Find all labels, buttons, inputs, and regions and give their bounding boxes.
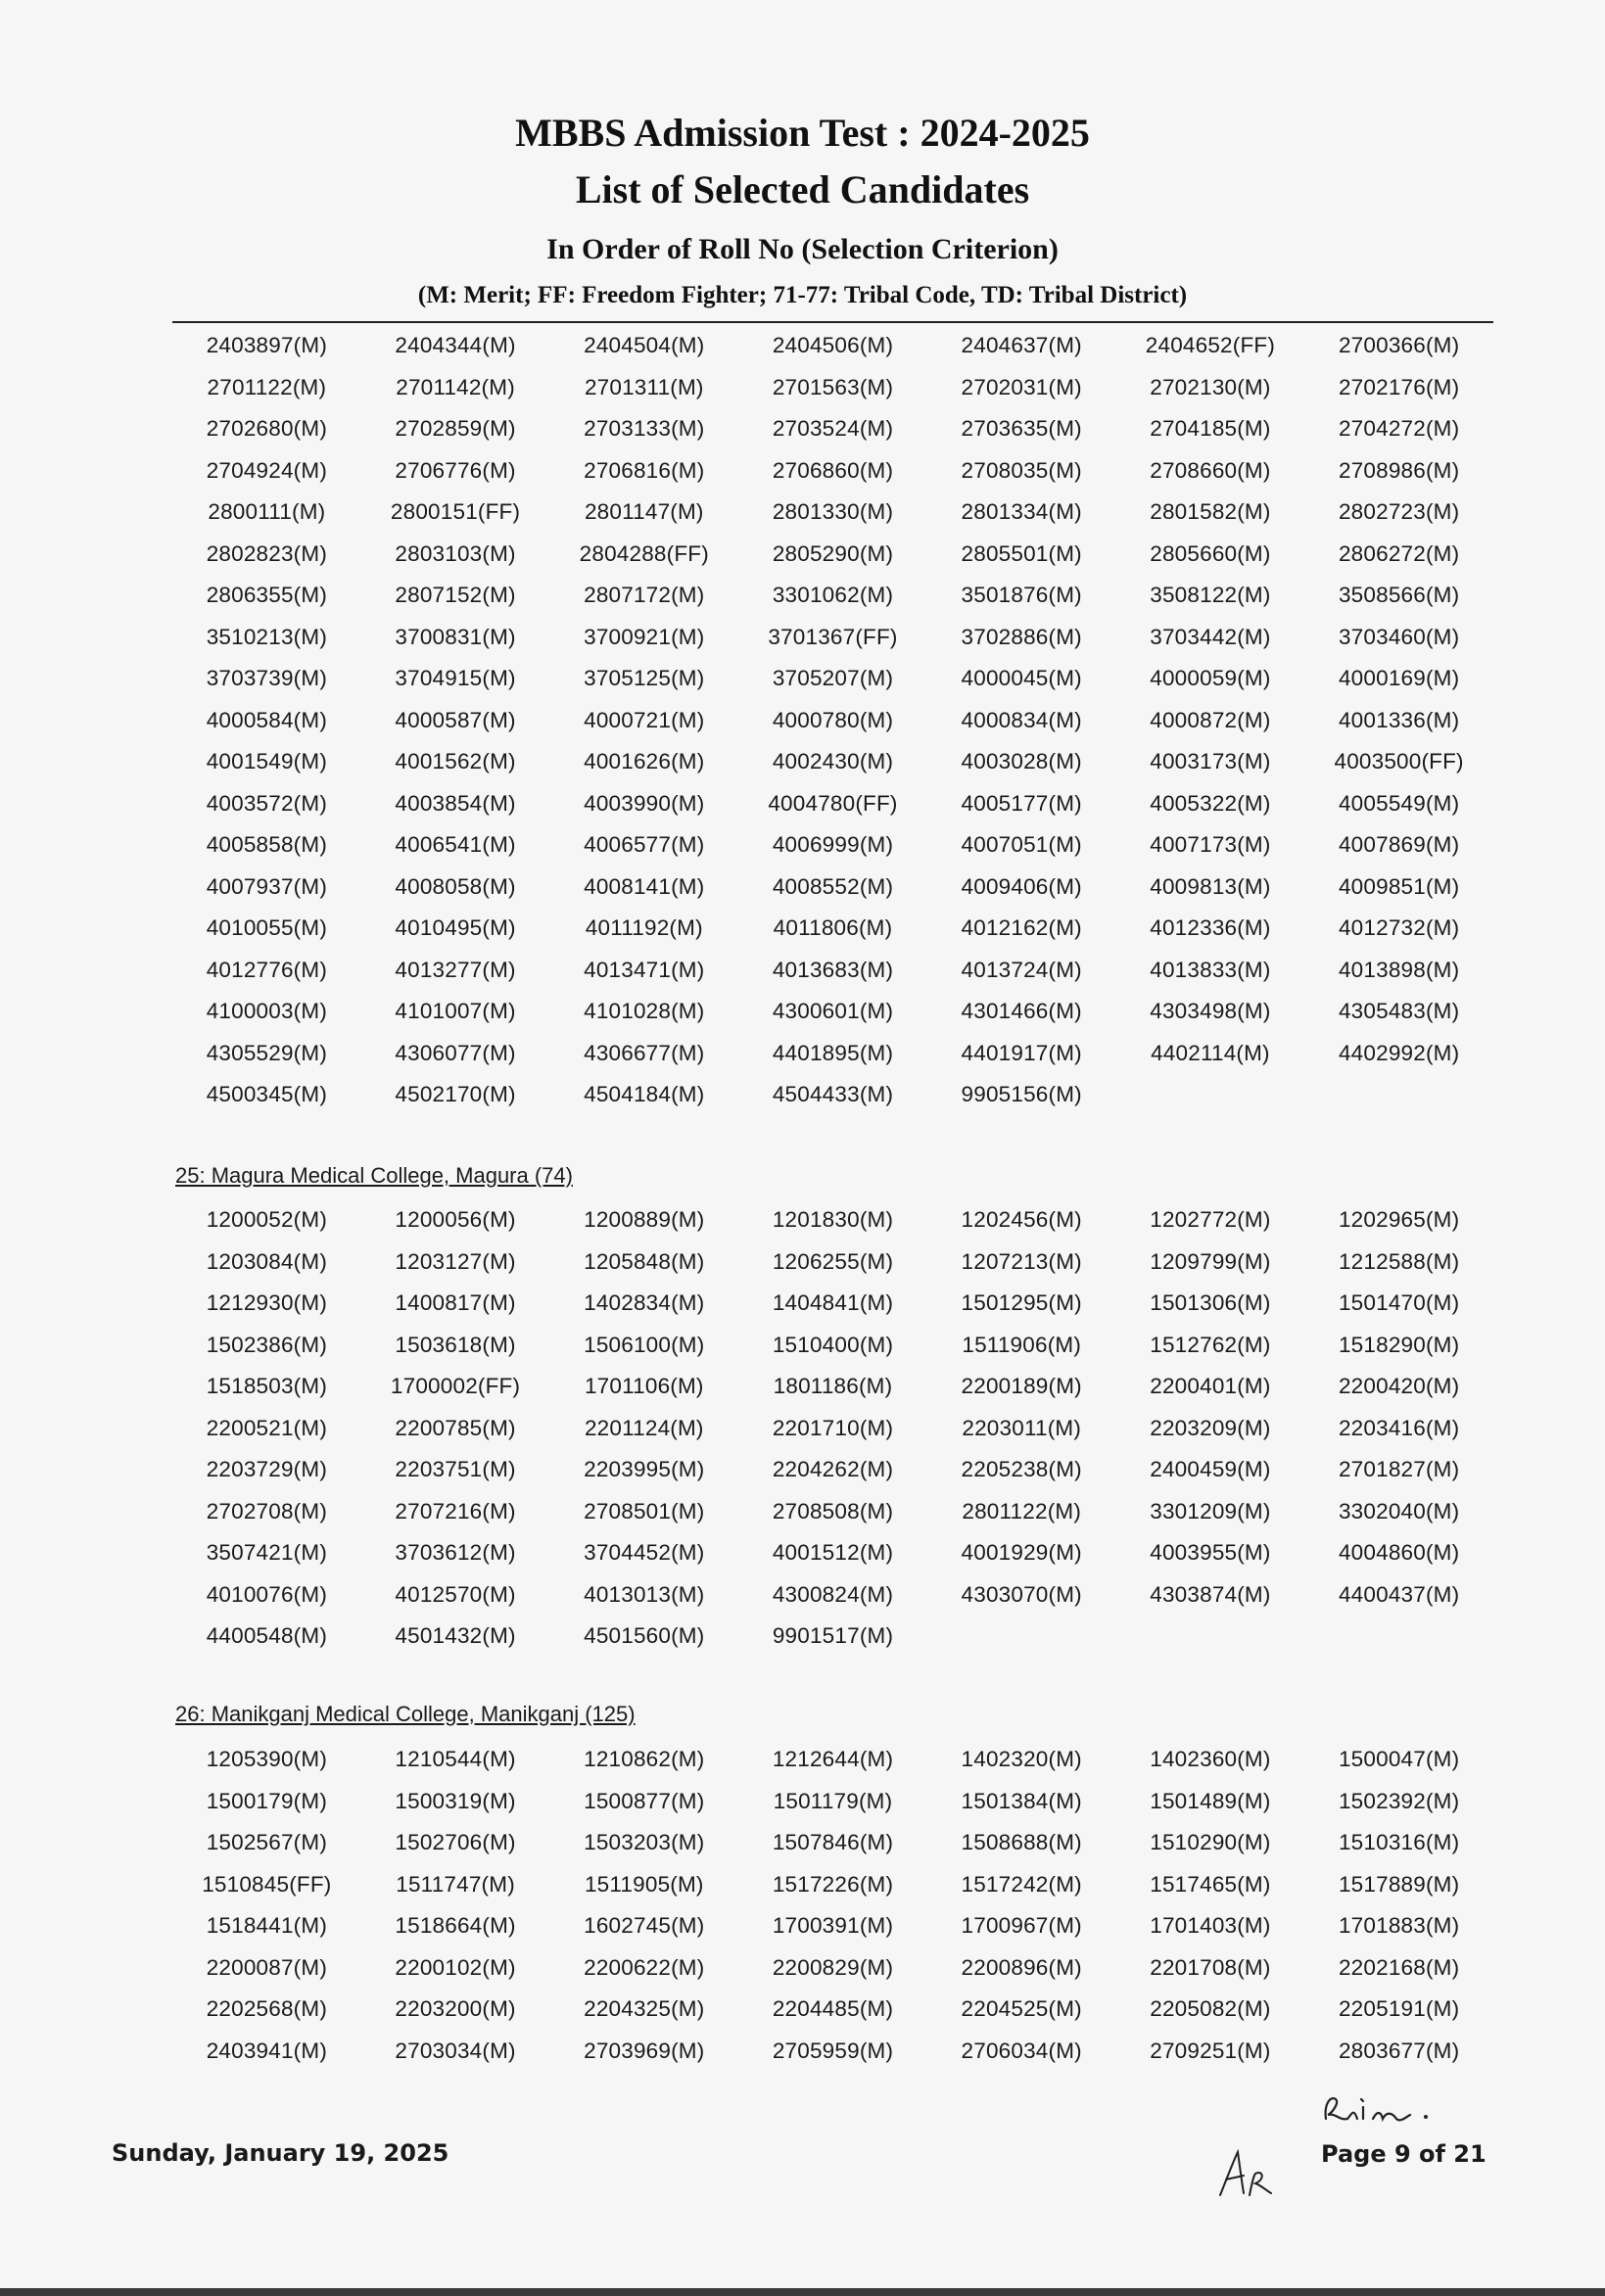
roll-number: 4007937(M) <box>206 873 328 899</box>
roll-number: 4007173(M) <box>1150 832 1271 857</box>
roll-number: 1700002(FF) <box>390 1374 521 1398</box>
roll-number: 1210862(M) <box>584 1747 705 1771</box>
roll-number: 4008141(M) <box>584 873 705 899</box>
page-number: Page 9 of 21 <box>1321 2140 1487 2168</box>
roll-number: 4001512(M) <box>772 1540 894 1565</box>
roll-number: 1508688(M) <box>961 1830 1082 1854</box>
roll-number: 3703442(M) <box>1150 624 1271 649</box>
roll-number: 4003173(M) <box>1150 749 1271 773</box>
roll-number: 4001336(M) <box>1338 707 1460 732</box>
roll-number: 4401917(M) <box>961 1040 1082 1065</box>
roll-number: 2701563(M) <box>772 374 894 399</box>
roll-number: 2202168(M) <box>1338 1954 1460 1980</box>
roll-number: 4003955(M) <box>1150 1540 1271 1565</box>
roll-number: 2204262(M) <box>772 1457 894 1481</box>
roll-number: 3701367(FF) <box>768 624 898 649</box>
roll-number: 2201710(M) <box>772 1415 894 1440</box>
roll-number: 2805290(M) <box>772 540 894 566</box>
roll-number: 4303498(M) <box>1150 999 1271 1023</box>
roll-number: 4303874(M) <box>1150 1581 1271 1607</box>
roll-number: 2806355(M) <box>206 583 328 607</box>
roll-grid-manikganj <box>172 1739 1493 2072</box>
roll-number: 1700967(M) <box>961 1913 1082 1938</box>
roll-number: 1501470(M) <box>1338 1290 1460 1315</box>
roll-number: 4011806(M) <box>773 915 893 940</box>
roll-number: 2200102(M) <box>395 1954 516 1980</box>
roll-number: 3508122(M) <box>1150 583 1271 607</box>
roll-number: 2802823(M) <box>206 540 328 566</box>
roll-number: 2203995(M) <box>584 1457 705 1481</box>
roll-number: 2404652(FF) <box>1145 333 1276 357</box>
scan-edge <box>0 2288 1605 2296</box>
footer-date: Sunday, January 19, 2025 <box>112 2139 449 2167</box>
roll-number: 1518503(M) <box>206 1374 328 1398</box>
roll-number: 2203751(M) <box>395 1457 516 1481</box>
roll-number: 3302040(M) <box>1338 1498 1460 1523</box>
signature-initials <box>1318 2085 1494 2134</box>
roll-number: 2404637(M) <box>961 333 1082 357</box>
roll-number: 2704272(M) <box>1338 416 1460 441</box>
roll-number: 3704915(M) <box>395 666 516 690</box>
roll-number: 2703133(M) <box>584 416 705 441</box>
roll-number: 4504433(M) <box>772 1082 894 1106</box>
roll-number: 4303070(M) <box>961 1581 1082 1607</box>
roll-number: 1501384(M) <box>961 1788 1082 1813</box>
section-title-manikganj: 26: Manikganj Medical College, Manikganj (125) <box>175 1702 636 1726</box>
roll-number: 2709251(M) <box>1150 2038 1271 2063</box>
roll-number: 4401895(M) <box>772 1040 894 1065</box>
roll-number: 2200622(M) <box>584 1954 705 1980</box>
roll-number: 4008058(M) <box>395 873 516 899</box>
roll-number: 4003854(M) <box>395 790 516 816</box>
roll-number: 4306677(M) <box>584 1040 705 1065</box>
roll-number: 4300824(M) <box>772 1581 894 1607</box>
roll-number: 2800111(M) <box>208 499 326 524</box>
roll-number: 4005858(M) <box>206 832 328 857</box>
roll-number: 1200056(M) <box>395 1207 516 1232</box>
roll-number: 4504184(M) <box>584 1082 705 1106</box>
roll-number: 4000584(M) <box>206 707 328 732</box>
roll-number: 1501489(M) <box>1150 1788 1271 1813</box>
roll-number: 2403897(M) <box>206 333 328 357</box>
roll-number: 2806272(M) <box>1338 540 1460 566</box>
roll-number: 1503618(M) <box>395 1332 516 1357</box>
roll-number: 3501876(M) <box>961 583 1082 607</box>
roll-number: 4400437(M) <box>1338 1581 1460 1607</box>
roll-number: 2205191(M) <box>1338 1996 1460 2021</box>
roll-number: 2704924(M) <box>206 457 328 483</box>
roll-number: 1203084(M) <box>206 1248 328 1274</box>
roll-number: 1404841(M) <box>772 1290 894 1315</box>
roll-number: 1207213(M) <box>961 1248 1082 1274</box>
roll-number: 2804288(FF) <box>579 540 709 566</box>
roll-number: 1502386(M) <box>206 1332 328 1357</box>
order-criterion: In Order of Roll No (Selection Criterion) <box>546 233 1059 265</box>
roll-number: 4004860(M) <box>1338 1540 1460 1565</box>
roll-number: 4001626(M) <box>584 749 705 773</box>
roll-number: 2201124(M) <box>584 1415 704 1440</box>
code-legend: (M: Merit; FF: Freedom Fighter; 71-77: Tribal Code, TD: Tribal District) <box>417 282 1188 308</box>
roll-number: 2801122(M) <box>962 1498 1082 1523</box>
roll-number: 2201708(M) <box>1150 1954 1271 1980</box>
roll-number: 1202965(M) <box>1338 1207 1460 1232</box>
roll-number: 2703635(M) <box>961 416 1082 441</box>
roll-number: 4012336(M) <box>1150 915 1271 940</box>
roll-number: 3508566(M) <box>1338 583 1460 607</box>
roll-number: 4001562(M) <box>395 749 516 773</box>
roll-number: 2800151(FF) <box>390 499 521 524</box>
roll-number: 1510400(M) <box>772 1332 894 1357</box>
roll-number: 4013013(M) <box>584 1581 705 1607</box>
roll-number: 4012570(M) <box>395 1581 516 1607</box>
roll-number: 1511905(M) <box>584 1871 704 1897</box>
roll-number: 2200189(M) <box>961 1374 1082 1398</box>
roll-number: 2200401(M) <box>1150 1374 1271 1398</box>
roll-number: 2200829(M) <box>772 1954 894 1980</box>
roll-number: 3705207(M) <box>772 666 894 690</box>
roll-number: 3510213(M) <box>206 624 328 649</box>
roll-number: 2702708(M) <box>206 1498 328 1523</box>
roll-number: 2807172(M) <box>584 583 705 607</box>
roll-number: 1701403(M) <box>1150 1913 1271 1938</box>
roll-number: 1518290(M) <box>1338 1332 1460 1357</box>
roll-number: 4006999(M) <box>772 832 894 857</box>
roll-number: 2702130(M) <box>1150 374 1271 399</box>
roll-number: 1510316(M) <box>1338 1830 1460 1854</box>
roll-number: 2204525(M) <box>961 1996 1082 2021</box>
roll-number: 1210544(M) <box>395 1747 516 1771</box>
roll-number: 1517889(M) <box>1338 1871 1460 1897</box>
roll-number: 4005549(M) <box>1338 790 1460 816</box>
roll-number: 4011192(M) <box>585 915 703 940</box>
roll-number: 2706034(M) <box>961 2038 1082 2063</box>
roll-number: 1510290(M) <box>1150 1830 1271 1854</box>
roll-number: 2801582(M) <box>1150 499 1271 524</box>
roll-number: 4402992(M) <box>1338 1040 1460 1065</box>
roll-number: 4007869(M) <box>1338 832 1460 857</box>
roll-number: 2701142(M) <box>396 374 515 399</box>
roll-number: 4001929(M) <box>961 1540 1082 1565</box>
roll-number: 4010495(M) <box>395 915 516 940</box>
signature-ar <box>1214 2146 1283 2203</box>
roll-number: 1209799(M) <box>1150 1248 1271 1274</box>
roll-number: 2708508(M) <box>772 1498 894 1523</box>
roll-number: 2703034(M) <box>395 2038 516 2063</box>
roll-number: 2203209(M) <box>1150 1415 1271 1440</box>
roll-number: 9905156(M) <box>961 1082 1082 1106</box>
roll-number: 4501432(M) <box>395 1623 516 1648</box>
roll-number: 1502706(M) <box>395 1830 516 1854</box>
roll-number: 4006541(M) <box>395 832 516 857</box>
roll-number: 4007051(M) <box>961 832 1082 857</box>
roll-number: 2702859(M) <box>395 416 516 441</box>
roll-number: 1500047(M) <box>1338 1747 1460 1771</box>
roll-number: 1701106(M) <box>584 1374 704 1398</box>
roll-number: 4000045(M) <box>961 666 1082 690</box>
roll-number: 4010055(M) <box>206 915 328 940</box>
roll-number: 4000059(M) <box>1150 666 1271 690</box>
roll-number: 4013898(M) <box>1338 957 1460 982</box>
roll-number: 1203127(M) <box>395 1248 516 1274</box>
roll-number: 1205390(M) <box>206 1747 328 1771</box>
roll-number: 2700366(M) <box>1338 333 1460 357</box>
roll-number: 1212930(M) <box>206 1290 328 1315</box>
roll-number: 3702886(M) <box>961 624 1082 649</box>
roll-number: 2801330(M) <box>772 499 894 524</box>
roll-number: 3705125(M) <box>584 666 705 690</box>
roll-number: 2702031(M) <box>961 374 1082 399</box>
roll-number: 1517226(M) <box>772 1871 894 1897</box>
roll-number: 1402834(M) <box>584 1290 705 1315</box>
roll-number: 4013724(M) <box>961 957 1082 982</box>
roll-number: 2203011(M) <box>962 1415 1082 1440</box>
roll-number: 1518441(M) <box>206 1913 328 1938</box>
roll-number: 2205082(M) <box>1150 1996 1271 2021</box>
roll-number: 4000169(M) <box>1338 666 1460 690</box>
roll-number: 1212644(M) <box>772 1747 894 1771</box>
roll-number: 1518664(M) <box>395 1913 516 1938</box>
roll-number: 4013277(M) <box>395 957 516 982</box>
roll-number: 3700921(M) <box>584 624 705 649</box>
roll-number: 2204485(M) <box>772 1996 894 2021</box>
roll-number: 2807152(M) <box>395 583 516 607</box>
roll-number: 2705959(M) <box>772 2038 894 2063</box>
roll-number: 2701827(M) <box>1338 1457 1460 1481</box>
roll-number: 3507421(M) <box>206 1540 328 1565</box>
roll-number: 2200420(M) <box>1338 1374 1460 1398</box>
roll-number: 2708986(M) <box>1338 457 1460 483</box>
roll-number: 4008552(M) <box>772 873 894 899</box>
roll-number: 1517242(M) <box>961 1871 1082 1897</box>
roll-number: 2707216(M) <box>395 1498 516 1523</box>
roll-number: 4305529(M) <box>206 1040 328 1065</box>
roll-number: 2400459(M) <box>1150 1457 1271 1481</box>
roll-number: 2204325(M) <box>584 1996 705 2021</box>
roll-number: 1700391(M) <box>772 1913 894 1938</box>
roll-number: 2706860(M) <box>772 457 894 483</box>
roll-number: 1511906(M) <box>962 1332 1082 1357</box>
roll-number: 1201830(M) <box>772 1207 894 1232</box>
section-title-magura: 25: Magura Medical College, Magura (74) <box>175 1163 573 1188</box>
roll-number: 2803677(M) <box>1338 2038 1460 2063</box>
roll-number: 2801334(M) <box>961 499 1082 524</box>
roll-number: 1202772(M) <box>1150 1207 1271 1232</box>
roll-number: 3703460(M) <box>1338 624 1460 649</box>
roll-number: 4500345(M) <box>206 1082 328 1106</box>
roll-number: 2801147(M) <box>584 499 704 524</box>
roll-number: 4010076(M) <box>206 1581 328 1607</box>
roll-number: 2403941(M) <box>206 2038 328 2063</box>
roll-number: 3700831(M) <box>395 624 516 649</box>
roll-number: 2805501(M) <box>961 540 1082 566</box>
roll-number: 1200052(M) <box>206 1207 328 1232</box>
roll-number: 2708660(M) <box>1150 457 1271 483</box>
roll-number: 3703612(M) <box>395 1540 516 1565</box>
roll-number: 2706776(M) <box>395 457 516 483</box>
roll-number: 2200087(M) <box>206 1954 328 1980</box>
roll-number: 2703524(M) <box>772 416 894 441</box>
roll-number: 1205848(M) <box>584 1248 705 1274</box>
roll-number: 1402360(M) <box>1150 1747 1271 1771</box>
roll-number: 4012776(M) <box>206 957 328 982</box>
roll-number: 2805660(M) <box>1150 540 1271 566</box>
roll-number: 4005177(M) <box>961 790 1082 816</box>
roll-number: 2202568(M) <box>206 1996 328 2021</box>
roll-grid-magura <box>172 1199 1493 1658</box>
roll-number: 2701122(M) <box>207 374 327 399</box>
roll-number: 1602745(M) <box>584 1913 705 1938</box>
roll-number: 4501560(M) <box>584 1623 705 1648</box>
header-rule <box>172 321 1493 323</box>
roll-number: 3301209(M) <box>1150 1498 1271 1523</box>
roll-number: 4012162(M) <box>961 915 1082 940</box>
roll-number: 2706816(M) <box>584 457 705 483</box>
roll-number: 4300601(M) <box>772 999 894 1023</box>
document-subtitle: List of Selected Candidates <box>575 167 1030 211</box>
roll-number: 4400548(M) <box>206 1623 328 1648</box>
roll-number: 1701883(M) <box>1338 1913 1460 1938</box>
roll-number: 1503203(M) <box>584 1830 705 1854</box>
roll-number: 2203729(M) <box>206 1457 328 1481</box>
roll-number: 1801186(M) <box>773 1374 893 1398</box>
roll-number: 2203416(M) <box>1338 1415 1460 1440</box>
roll-number: 2708035(M) <box>961 457 1082 483</box>
roll-number: 4301466(M) <box>961 999 1082 1023</box>
roll-number: 4012732(M) <box>1338 915 1460 940</box>
roll-number: 3704452(M) <box>584 1540 705 1565</box>
roll-number: 2803103(M) <box>395 540 516 566</box>
roll-number: 2404504(M) <box>584 333 705 357</box>
roll-number: 2704185(M) <box>1150 416 1271 441</box>
roll-number: 2703969(M) <box>584 2038 705 2063</box>
roll-number: 2701311(M) <box>584 374 704 399</box>
roll-number: 1502567(M) <box>206 1830 328 1854</box>
roll-number: 4000587(M) <box>395 707 516 732</box>
roll-number: 2200785(M) <box>395 1415 516 1440</box>
roll-number: 4006577(M) <box>584 832 705 857</box>
roll-number: 2708501(M) <box>584 1498 705 1523</box>
roll-number: 4013683(M) <box>772 957 894 982</box>
roll-number: 1501295(M) <box>961 1290 1082 1315</box>
roll-number: 1501306(M) <box>1150 1290 1271 1315</box>
roll-grid-continued <box>172 325 1493 1116</box>
roll-number: 3301062(M) <box>772 583 894 607</box>
roll-number: 4003990(M) <box>584 790 705 816</box>
roll-number: 4003028(M) <box>961 749 1082 773</box>
roll-number: 2802723(M) <box>1338 499 1460 524</box>
roll-number: 4402114(M) <box>1151 1040 1270 1065</box>
roll-number: 1512762(M) <box>1150 1332 1271 1357</box>
roll-number: 2203200(M) <box>395 1996 516 2021</box>
roll-number: 4000721(M) <box>584 707 705 732</box>
roll-number: 4013833(M) <box>1150 957 1271 982</box>
roll-number: 1402320(M) <box>961 1747 1082 1771</box>
roll-number: 2200896(M) <box>961 1954 1082 1980</box>
roll-number: 4101007(M) <box>395 999 516 1023</box>
roll-number: 3703739(M) <box>206 666 328 690</box>
roll-number: 4009813(M) <box>1150 873 1271 899</box>
roll-number: 4305483(M) <box>1338 999 1460 1023</box>
roll-number: 4009406(M) <box>961 873 1082 899</box>
roll-number: 2205238(M) <box>961 1457 1082 1481</box>
roll-number: 2404344(M) <box>395 333 516 357</box>
roll-number: 1501179(M) <box>773 1788 893 1813</box>
roll-number: 1507846(M) <box>772 1830 894 1854</box>
roll-number: 4002430(M) <box>772 749 894 773</box>
roll-number: 2702680(M) <box>206 416 328 441</box>
roll-number: 1506100(M) <box>584 1332 705 1357</box>
roll-number: 1206255(M) <box>772 1248 894 1274</box>
roll-number: 4003500(FF) <box>1334 749 1464 773</box>
roll-number: 1517465(M) <box>1150 1871 1271 1897</box>
roll-number: 9901517(M) <box>772 1623 894 1648</box>
roll-number: 4003572(M) <box>206 790 328 816</box>
roll-number: 1200889(M) <box>584 1207 705 1232</box>
document-title: MBBS Admission Test : 2024-2025 <box>515 111 1090 155</box>
roll-number: 4000834(M) <box>961 707 1082 732</box>
roll-number: 4009851(M) <box>1338 873 1460 899</box>
roll-number: 1510845(FF) <box>202 1871 332 1897</box>
roll-number: 4005322(M) <box>1150 790 1271 816</box>
roll-number: 1500877(M) <box>584 1788 705 1813</box>
roll-number: 1502392(M) <box>1338 1788 1460 1813</box>
roll-number: 4013471(M) <box>584 957 705 982</box>
roll-number: 4101028(M) <box>584 999 705 1023</box>
roll-number: 4004780(FF) <box>768 790 898 816</box>
roll-number: 2404506(M) <box>772 333 894 357</box>
roll-number: 4001549(M) <box>206 749 328 773</box>
roll-number: 4100003(M) <box>206 999 328 1023</box>
roll-number: 4000872(M) <box>1150 707 1271 732</box>
roll-number: 4000780(M) <box>772 707 894 732</box>
roll-number: 1500179(M) <box>206 1788 328 1813</box>
roll-number: 1400817(M) <box>395 1290 516 1315</box>
roll-number: 1511747(M) <box>396 1871 515 1897</box>
roll-number: 1202456(M) <box>961 1207 1082 1232</box>
roll-number: 4306077(M) <box>395 1040 516 1065</box>
roll-number: 1500319(M) <box>395 1788 516 1813</box>
roll-number: 2702176(M) <box>1338 374 1460 399</box>
roll-number: 4502170(M) <box>395 1082 516 1106</box>
roll-number: 2200521(M) <box>206 1415 328 1440</box>
roll-number: 1212588(M) <box>1338 1248 1460 1274</box>
